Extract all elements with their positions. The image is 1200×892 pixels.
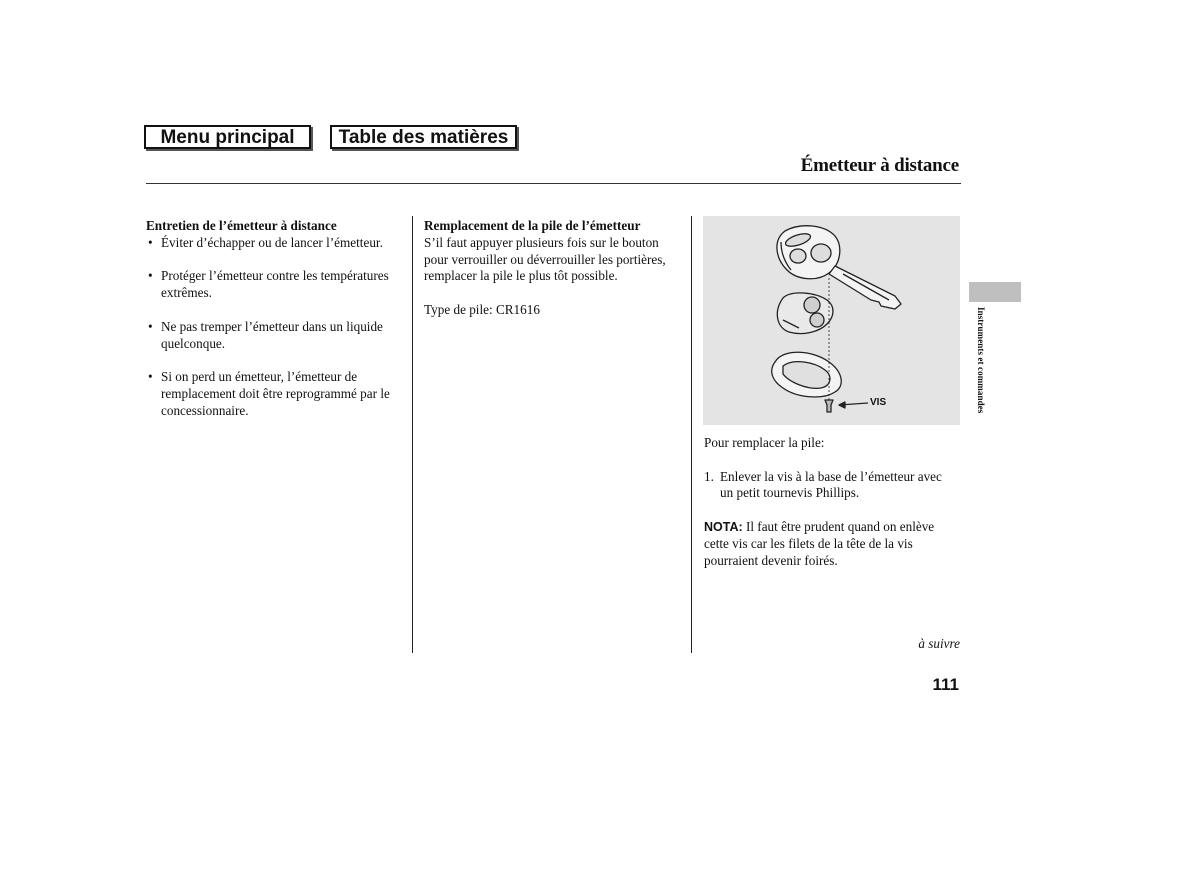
maintenance-heading: Entretien de l’émetteur à distance <box>146 218 337 233</box>
battery-replacement-text: S’il faut appuyer plusieurs fois sur le bouton pour verrouiller ou déverrouiller les portières, remplacer la pile le plus tôt possible. <box>424 234 666 284</box>
battery-type: Type de pile: CR1616 <box>424 301 540 317</box>
list-item: • Ne pas tremper l’émetteur dans un liquide quelconque. <box>146 319 402 353</box>
step-text: Enlever la vis à la base de l’émetteur avec un petit tournevis Phillips. <box>720 468 942 501</box>
right-column <box>704 435 958 569</box>
header-rule <box>146 183 961 184</box>
list-item: • Éviter d’échapper ou de lancer l’émetteur. <box>146 235 402 252</box>
page-title: Émetteur à distance <box>800 155 959 176</box>
step-1 <box>704 469 958 503</box>
page-number: 111 <box>932 675 959 694</box>
maintenance-list <box>146 235 402 420</box>
replacement-intro: Pour remplacer la pile: <box>704 435 825 450</box>
list-item: • Protéger l’émetteur contre les températures extrêmes. <box>146 268 402 302</box>
note-text: Il faut être prudent quand on enlève cette vis car les filets de la tête de la vis pourraient devenir foirés. <box>704 518 935 568</box>
column-divider-left <box>412 216 413 653</box>
battery <box>804 297 820 313</box>
list-item: • Si on perd un émetteur, l’émetteur de remplacement doit être reprogrammé par le concessionnaire. <box>146 369 402 419</box>
transmitter-illustration <box>703 216 960 425</box>
key-blade <box>829 266 901 309</box>
exploded-key-diagram <box>703 216 960 425</box>
column-divider-right <box>691 216 692 653</box>
note-label: NOTA: <box>704 519 743 534</box>
step-number: 1. <box>704 468 714 484</box>
screw <box>825 400 833 412</box>
screw-label: VIS <box>870 397 887 408</box>
middle-column <box>424 218 686 319</box>
continued-note: à suivre <box>918 636 960 651</box>
section-label: Instruments et commandes <box>976 307 986 414</box>
circuit-board <box>777 293 833 334</box>
section-tab <box>969 282 1021 302</box>
table-of-contents-button[interactable]: Table des matières <box>330 125 517 149</box>
left-column <box>146 218 402 436</box>
key-button-large <box>811 244 831 262</box>
main-menu-button[interactable]: Menu principal <box>144 125 311 149</box>
note <box>704 519 958 569</box>
battery-replacement-heading: Remplacement de la pile de l’émetteur <box>424 218 641 233</box>
